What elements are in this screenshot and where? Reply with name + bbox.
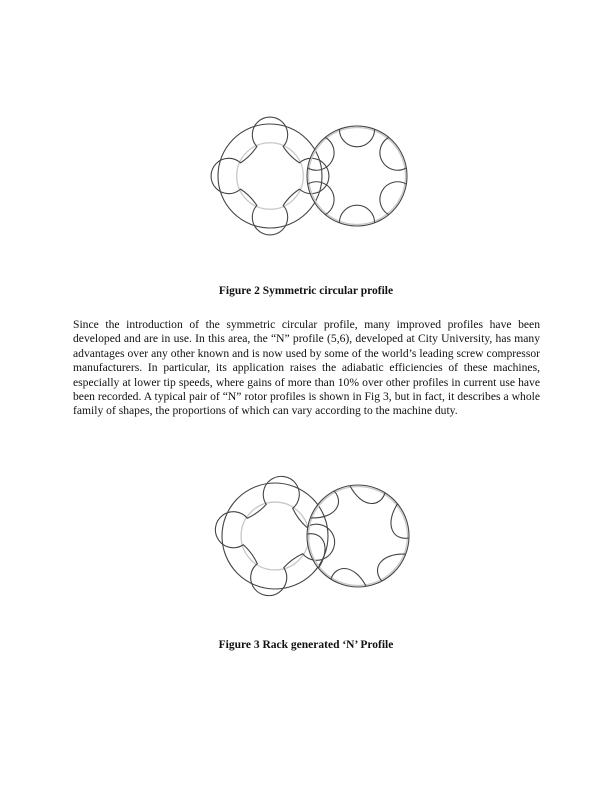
female-rotor-groove xyxy=(339,205,374,223)
female-rotor-pitch-circle xyxy=(309,128,406,225)
female-rotor-groove xyxy=(377,554,405,581)
figure-3-rotor-diagram xyxy=(0,470,612,605)
female-rotor-pitch-circle xyxy=(309,487,408,586)
figure-2-caption: Figure 2 Symmetric circular profile xyxy=(218,285,394,297)
male-rotor-pitch-circle xyxy=(241,502,309,570)
male-rotor-lobe-profile xyxy=(215,476,334,595)
female-rotor-groove xyxy=(350,486,385,504)
female-rotor-groove xyxy=(331,569,366,587)
male-rotor-lobe-profile xyxy=(211,117,329,235)
female-rotor-groove xyxy=(339,129,374,147)
male-rotor-outer-circle xyxy=(222,483,328,589)
male-rotor-outer-circle xyxy=(218,124,322,228)
female-rotor-groove xyxy=(310,491,338,518)
female-rotor-outer-circle xyxy=(307,485,409,587)
figure-3-caption: Figure 3 Rack generated ‘N’ Profile xyxy=(218,639,394,651)
figure-2-rotor-diagram xyxy=(0,110,612,240)
male-rotor-pitch-circle xyxy=(237,143,304,210)
body-paragraph: Since the introduction of the symmetric circular profile, many improved profiles have been developed and are in use. In this area, the “N” profile (5,6), developed at City University, has many advantages over any other known and is now used by some of the world’s leading screw compressor manufacturers. In particular, its application raises the adiabatic efficiencies of these machines, especially at lower tip speeds, where gains of more than 10% over other profiles in current use have been recorded. A typical pair of “N” rotor profiles is shown in Fig 3, but in fact, it describes a whole family of shapes, the proportions of which can vary according to the machine duty. xyxy=(73,318,540,418)
